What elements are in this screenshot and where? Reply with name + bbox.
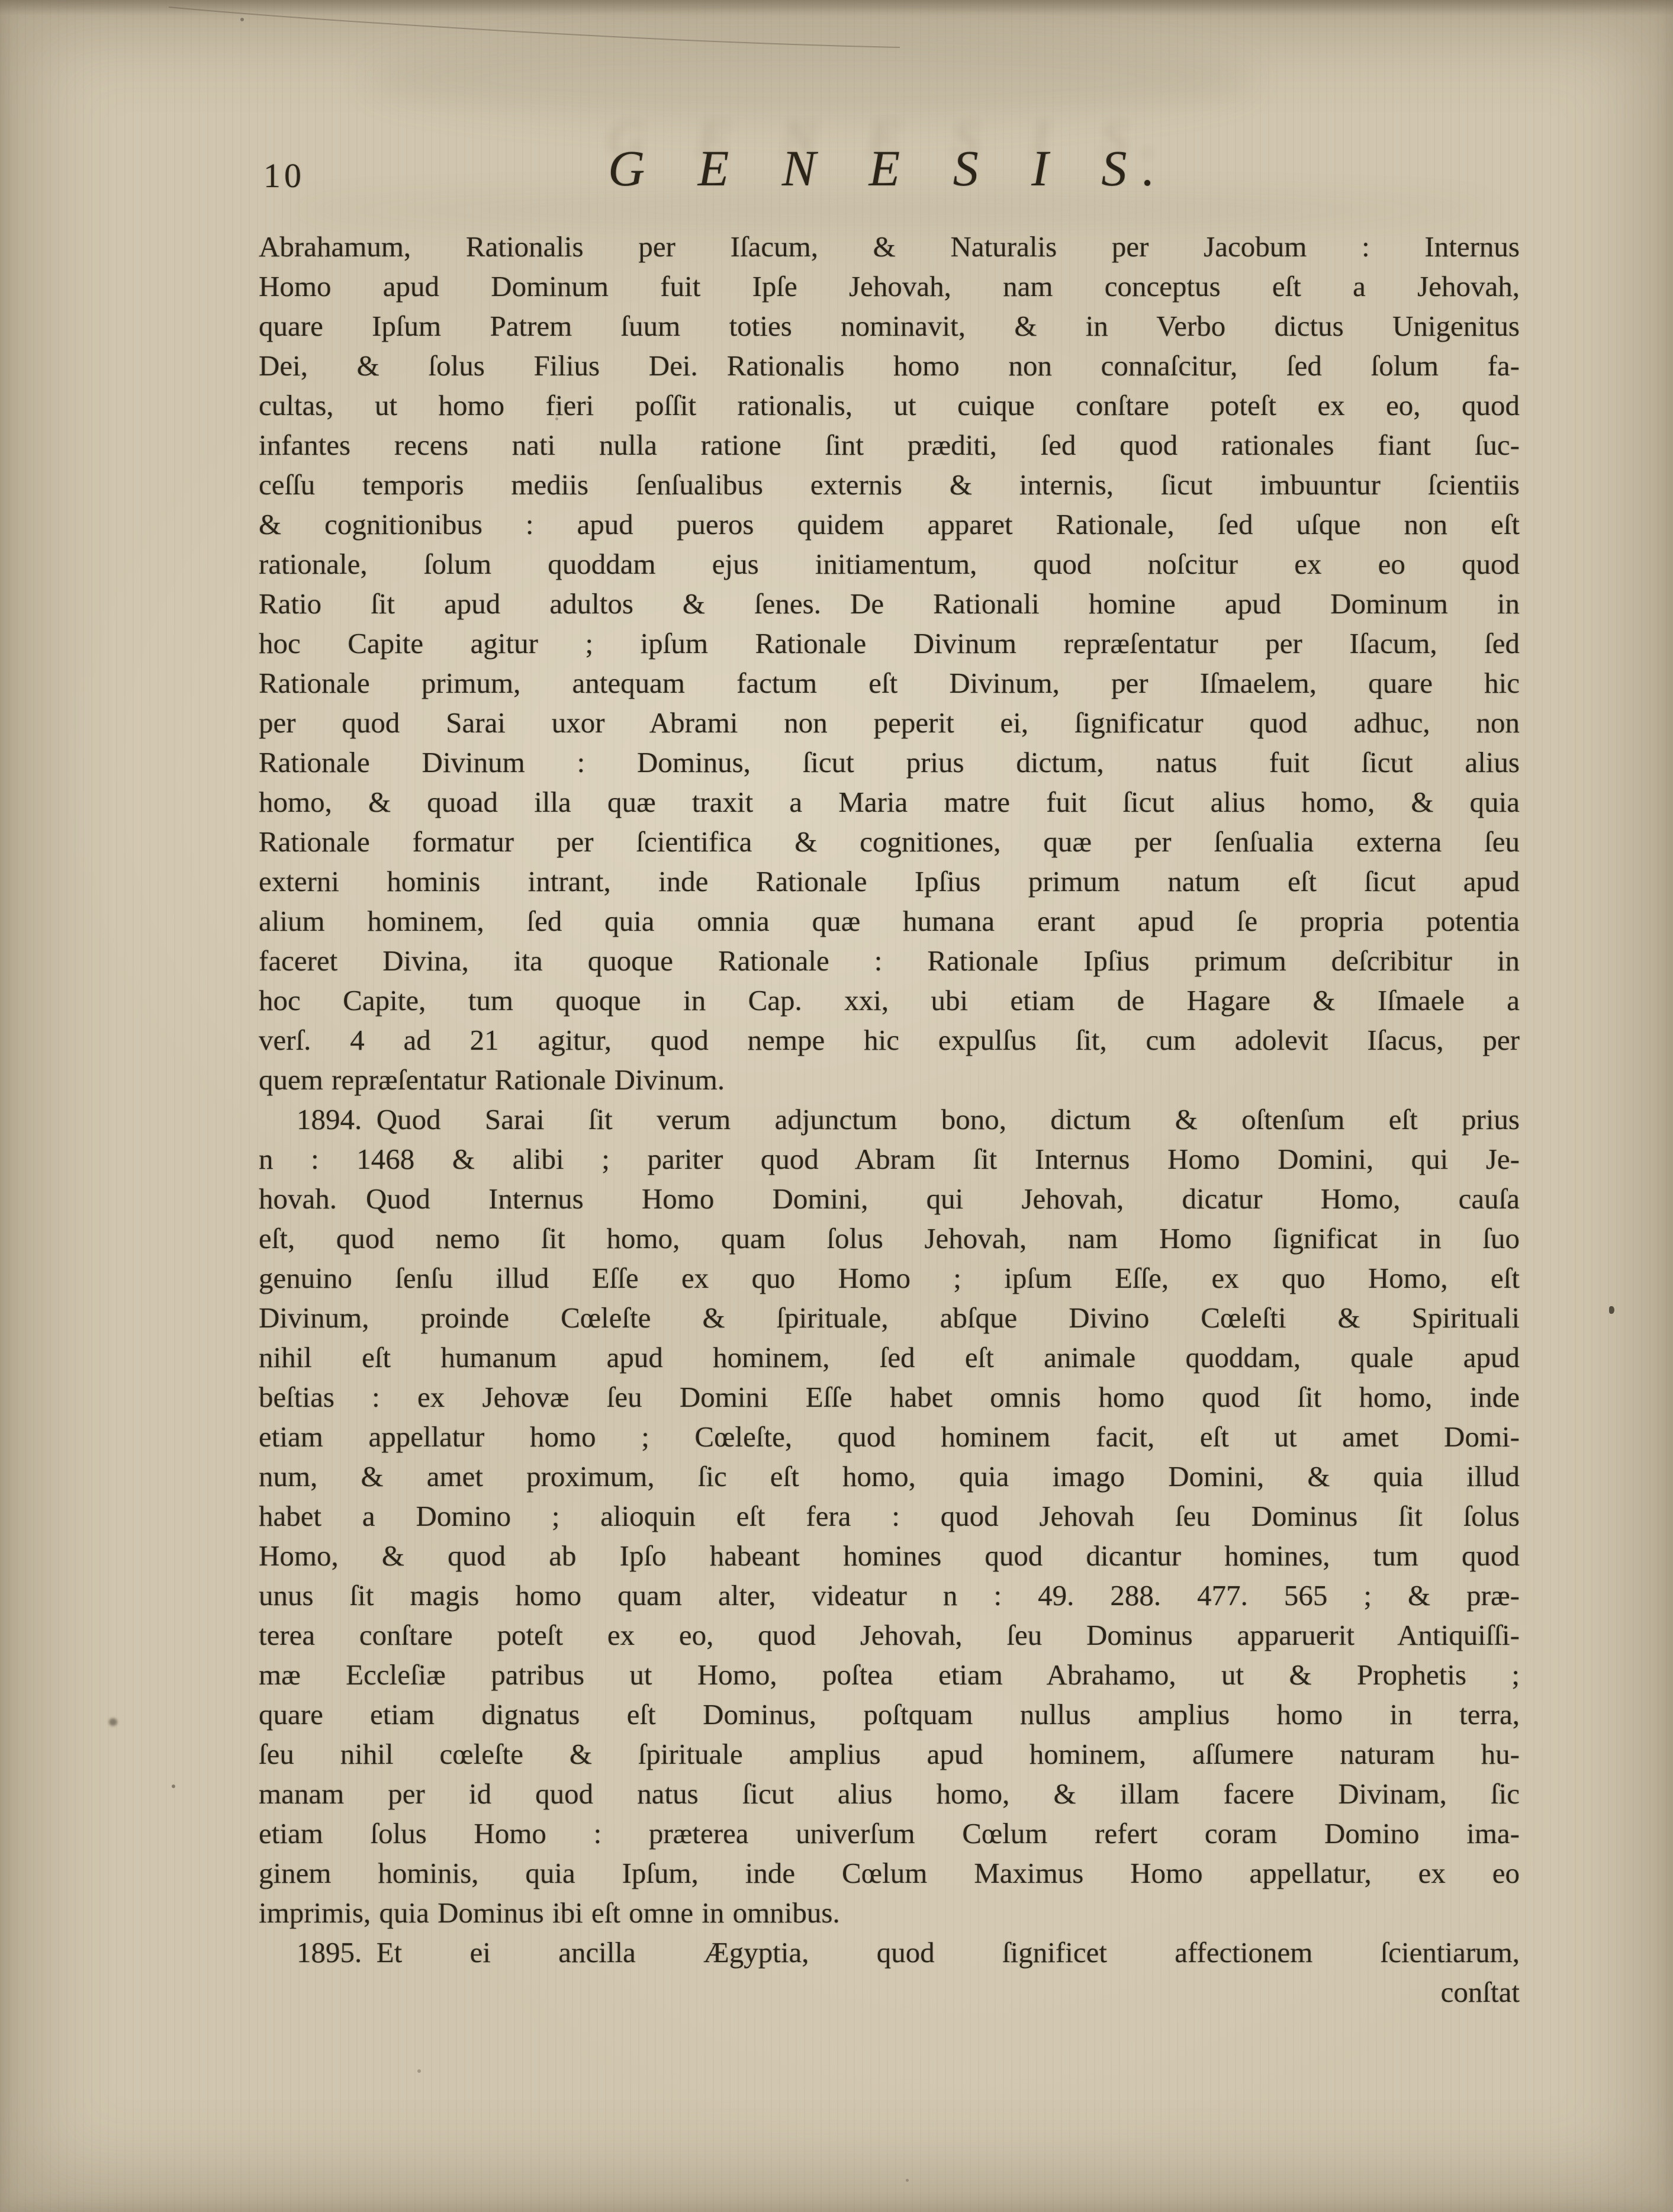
text-line: nihil eſt humanum apud hominem, ſed eſt animale quoddam, quale apud	[259, 1341, 1520, 1374]
text-line: ginem hominis, quia Ipſum, inde Cœlum Maximus Homo appellatur, ex eo	[259, 1857, 1520, 1889]
text-line: ceſſu temporis mediis ſenſualibus externis & internis, ſicut imbuuntur ſcientiis	[259, 468, 1520, 501]
text-line: eſt, quod nemo ſit homo, quam ſolus Jehovah, nam Homo ſignificat in ſuo	[259, 1222, 1520, 1255]
paper-speck	[1609, 1306, 1614, 1314]
text-line: quare etiam dignatus eſt Dominus, poſtquam nullus amplius homo in terra,	[259, 1698, 1520, 1731]
text-line: mæ Eccleſiæ patribus ut Homo, poſtea etiam Abrahamo, ut & Prophetis ;	[259, 1658, 1520, 1691]
text-line: beſtias : ex Jehovæ ſeu Domini Eſſe habet omnis homo quod ſit homo, inde	[259, 1381, 1520, 1413]
text-line: unus ſit magis homo quam alter, videatur n : 49. 288. 477. 565 ; & præ-	[259, 1579, 1520, 1612]
text-line: 1895. Et ei ancilla Ægyptia, quod ſignificet affectionem ſcientiarum,	[297, 1936, 1520, 1969]
text-line: n : 1468 & alibi ; pariter quod Abram ſit Internus Homo Domini, qui Je-	[259, 1143, 1520, 1175]
text-line: Rationale formatur per ſcientifica & cognitiones, quæ per ſenſualia externa ſeu	[259, 825, 1520, 858]
text-line: verſ. 4 ad 21 agitur, quod nempe hic expulſus ſit, cum adolevit Iſacus, per	[259, 1024, 1520, 1056]
text-line: etiam ſolus Homo : præterea univerſum Cœlum refert coram Domino ima-	[259, 1817, 1520, 1850]
text-line: hovah. Quod Internus Homo Domini, qui Jehovah, dicatur Homo, cauſa	[259, 1182, 1520, 1215]
text-line: Rationale primum, antequam factum eſt Divinum, per Iſmaelem, quare hic	[259, 667, 1520, 699]
paper-crease	[0, 0, 1673, 71]
text-line: Ratio ſit apud adultos & ſenes. De Rationali homine apud Dominum in	[259, 587, 1520, 620]
text-line: Dei, & ſolus Filius Dei. Rationalis homo non connaſcitur, ſed ſolum fa-	[259, 349, 1520, 382]
text-line: hoc Capite agitur ; ipſum Rationale Divinum repræſentatur per Iſacum, ſed	[259, 627, 1520, 660]
text-line: manam per id quod natus ſicut alius homo, & illam facere Divinam, ſic	[259, 1777, 1520, 1810]
text-line: & cognitionibus : apud pueros quidem apparet Rationale, ſed uſque non eſt	[259, 508, 1520, 541]
text-line: alium hominem, ſed quia omnia quæ humana erant apud ſe propria potentia	[259, 905, 1520, 937]
paper-speck	[417, 2069, 421, 2073]
text-line: quem repræſentatur Rationale Divinum.	[259, 1063, 725, 1096]
text-line: faceret Divina, ita quoque Rationale : Rationale Ipſius primum deſcribitur in	[259, 944, 1520, 977]
text-line: Rationale Divinum : Dominus, ſicut prius dictum, natus fuit ſicut alius	[259, 746, 1520, 779]
text-line: Divinum, proinde Cœleſte & ſpirituale, abſque Divino Cœleſti & Spirituali	[259, 1301, 1520, 1334]
paper-speck	[172, 1785, 175, 1788]
text-line: per quod Sarai uxor Abrami non peperit ei, ſignificatur quod adhuc, non	[259, 706, 1520, 739]
page-header	[259, 126, 1520, 198]
text-line: num, & amet proximum, ſic eſt homo, quia imago Domini, & quia illud	[259, 1460, 1520, 1493]
text-line: Abrahamum, Rationalis per Iſacum, & Naturalis per Jacobum : Internus	[259, 230, 1520, 263]
text-line: Homo, & quod ab Ipſo habeant homines quod dicantur homines, tum quod	[259, 1539, 1520, 1572]
text-block	[259, 227, 1520, 1972]
text-line: homo, & quoad illa quæ traxit a Maria matre fuit ſicut alius homo, & quia	[259, 786, 1520, 818]
text-line: externi hominis intrant, inde Rationale Ipſius primum natum eſt ſicut apud	[259, 865, 1520, 898]
text-line: genuino ſenſu illud Eſſe ex quo Homo ; ipſum Eſſe, ex quo Homo, eſt	[259, 1262, 1520, 1294]
running-title: G E N E S I S.	[608, 140, 1170, 197]
text-line: imprimis, quia Dominus ibi eſt omne in omnibus.	[259, 1896, 840, 1929]
text-line: infantes recens nati nulla ratione ſint præditi, ſed quod rationales fiant ſuc-	[259, 429, 1520, 461]
text-line: 1894. Quod Sarai ſit verum adjunctum bono, dictum & oſtenſum eſt prius	[297, 1103, 1520, 1136]
text-line: rationale, ſolum quoddam ejus initiamentum, quod noſcitur ex eo quod	[259, 548, 1520, 580]
text-line: ſeu nihil cœleſte & ſpirituale amplius apud hominem, aſſumere naturam hu-	[259, 1738, 1520, 1770]
text-line: terea conſtare poteſt ex eo, quod Jehovah, ſeu Dominus apparuerit Antiquiſſi-	[259, 1619, 1520, 1651]
text-line: habet a Domino ; alioquin eſt fera : quod Jehovah ſeu Dominus ſit ſolus	[259, 1500, 1520, 1532]
text-line: Homo apud Dominum fuit Ipſe Jehovah, nam conceptus eſt a Jehovah,	[259, 270, 1520, 303]
text-line: etiam appellatur homo ; Cœleſte, quod hominem facit, eſt ut amet Domi-	[259, 1420, 1520, 1453]
show-through-smudge	[367, 34, 1255, 123]
page-number: 10	[263, 156, 305, 195]
text-line: cultas, ut homo fieri poſſit rationalis, ut cuique conſtare poteſt ex eo, quod	[259, 389, 1520, 422]
catchword: conſtat	[1440, 1976, 1520, 2008]
paper-speck	[109, 1718, 117, 1726]
show-through-smudge	[284, 193, 1498, 227]
text-line: hoc Capite, tum quoque in Cap. xxi, ubi etiam de Hagare & Iſmaele a	[259, 984, 1520, 1017]
paper-speck	[240, 18, 244, 21]
text-line: quare Ipſum Patrem ſuum toties nominavit, & in Verbo dictus Unigenitus	[259, 310, 1520, 342]
paper-speck	[906, 2179, 909, 2182]
